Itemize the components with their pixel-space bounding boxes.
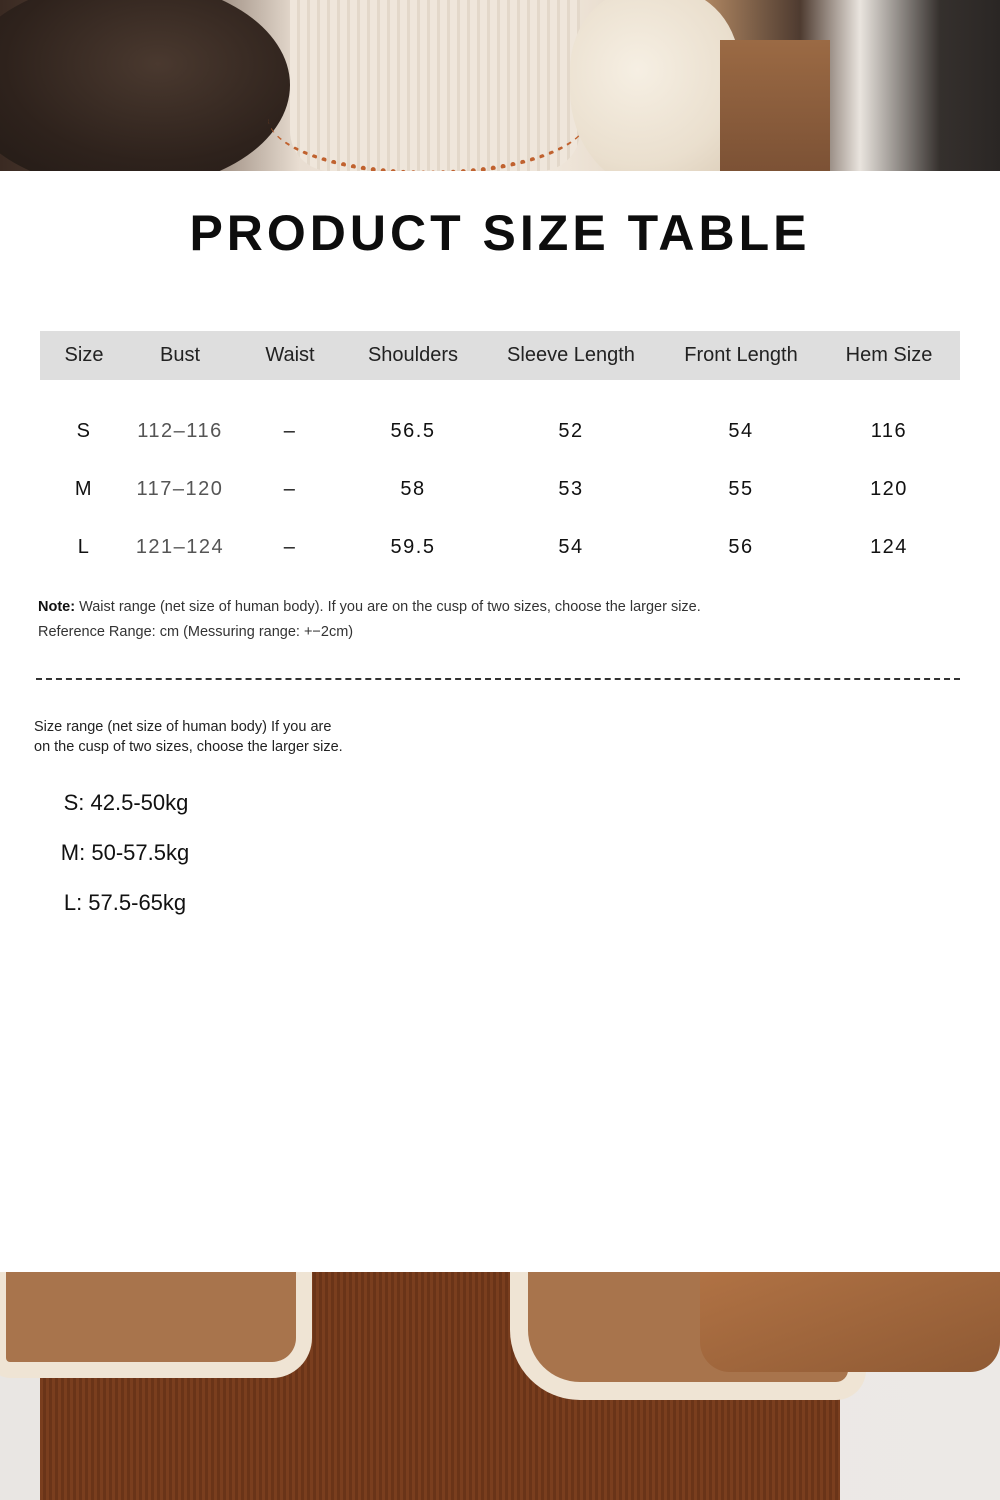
cell-sleeve-length: 53 bbox=[558, 477, 584, 500]
cell-size: L bbox=[77, 535, 91, 558]
table-row bbox=[40, 518, 960, 576]
photo-coat-hem-left bbox=[0, 1272, 312, 1378]
photo-coat bbox=[720, 40, 830, 171]
size-range-intro-line2: on the cusp of two sizes, choose the larger size. bbox=[34, 739, 343, 755]
cell-front-length: 54 bbox=[728, 419, 754, 442]
header-shoulders: Shoulders bbox=[348, 331, 478, 380]
cell-sleeve-length: 54 bbox=[558, 535, 584, 558]
weight-range-s: S: 42.5-50kg bbox=[63, 790, 189, 815]
cell-hem-size: 120 bbox=[870, 477, 908, 500]
cell-shoulders: 59.5 bbox=[390, 535, 436, 558]
header-bust: Bust bbox=[128, 331, 232, 380]
cell-sleeve-length: 52 bbox=[558, 419, 584, 442]
cell-size: S bbox=[76, 419, 92, 442]
header-hem-size: Hem Size bbox=[818, 331, 960, 380]
cell-front-length: 55 bbox=[728, 477, 754, 500]
cell-size: M bbox=[74, 477, 94, 500]
page-title: PRODUCT SIZE TABLE bbox=[189, 205, 811, 261]
note-text: Waist range (net size of human body). If you are on the cusp of two sizes, choose the larger size. bbox=[79, 599, 701, 615]
cell-hem-size: 124 bbox=[870, 535, 908, 558]
table-row bbox=[40, 460, 960, 518]
cell-bust: 121–124 bbox=[135, 535, 225, 558]
header-sleeve-length: Sleeve Length bbox=[478, 331, 664, 380]
cell-front-length: 56 bbox=[728, 535, 754, 558]
header-waist: Waist bbox=[232, 331, 348, 380]
note-label: Note: bbox=[38, 599, 76, 615]
cell-waist: – bbox=[283, 419, 297, 442]
bottom-product-photo bbox=[0, 1272, 1000, 1500]
cell-hem-size: 116 bbox=[870, 419, 908, 442]
photo-necklace bbox=[268, 60, 588, 171]
size-range-intro bbox=[34, 717, 374, 757]
cell-waist: – bbox=[283, 477, 297, 500]
weight-range-m: M: 50-57.5kg bbox=[60, 840, 190, 865]
cell-shoulders: 56.5 bbox=[390, 419, 436, 442]
top-product-photo bbox=[0, 0, 1000, 171]
size-note bbox=[38, 595, 701, 645]
reference-range: Reference Range: cm (Messuring range: +−2cm) bbox=[38, 624, 354, 640]
size-range-intro-line1: Size range (net size of human body) If you are bbox=[34, 719, 332, 735]
table-row bbox=[40, 402, 960, 460]
cell-shoulders: 58 bbox=[400, 477, 426, 500]
table-header-row bbox=[40, 331, 960, 380]
photo-coat-sleeve bbox=[700, 1272, 1000, 1372]
size-table bbox=[40, 331, 960, 576]
photo-hair bbox=[0, 0, 290, 171]
cell-bust: 117–120 bbox=[136, 477, 224, 500]
header-front-length: Front Length bbox=[664, 331, 818, 380]
header-size: Size bbox=[40, 331, 128, 380]
table-spacer bbox=[40, 380, 960, 402]
cell-bust: 112–116 bbox=[137, 419, 223, 442]
dashed-divider bbox=[36, 678, 960, 680]
photo-fleece-collar bbox=[570, 0, 740, 171]
cell-waist: – bbox=[283, 535, 297, 558]
note-line bbox=[38, 595, 701, 620]
weight-range-l: L: 57.5-65kg bbox=[63, 890, 187, 915]
